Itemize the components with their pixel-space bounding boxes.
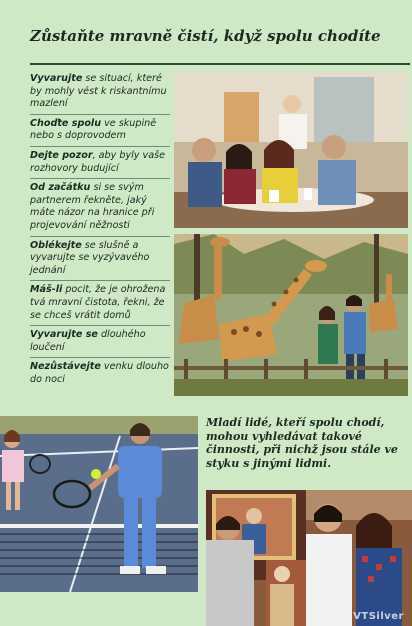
tip-bold: Vyvarujte se	[30, 329, 98, 341]
tip-text: venku dlouho do noci	[30, 361, 169, 385]
tip-text: se slušně a vyvarujte se vyzývavého jednání	[30, 239, 150, 276]
title-divider	[30, 63, 410, 65]
tip-item	[30, 70, 170, 115]
tip-bold: Dejte pozor	[30, 149, 93, 161]
tip-item	[30, 147, 170, 179]
tip-bold: Choďte spolu	[30, 117, 102, 129]
tip-item	[30, 115, 170, 147]
tip-text: pocit, že je ohrožena tvá mravní čistota, řekni, že se chceš vrátit domů	[30, 284, 166, 321]
tip-text: se situací, které by mohly vést k riskantnímu mazlení	[30, 73, 167, 110]
photo-caption: Mladí lidé, kteří spolu chodí, mohou vyhledávat takové činnosti, při nichž jsou stále ve styku s jinými lidmi.	[206, 416, 398, 470]
tip-bold: Od začátku	[30, 182, 91, 194]
page-title: Zůstaňte mravně čistí, když spolu chodíte	[30, 27, 381, 45]
tip-item	[30, 281, 170, 326]
photo-zoo-giraffes	[174, 234, 408, 396]
tip-bold: Vyvarujte	[30, 73, 83, 84]
tip-item	[30, 358, 170, 389]
photo-restaurant-group	[174, 72, 408, 228]
tips-list	[30, 70, 170, 389]
watermark: VTSilver	[353, 611, 404, 622]
tip-text: si se svým partnerem řekněte, jaký máte názor na hranice při projevování něžnosti	[30, 182, 155, 231]
tip-item	[30, 179, 170, 236]
photo-museum	[206, 490, 412, 626]
tip-bold: Nezůstávejte	[30, 361, 101, 373]
photo-tennis	[0, 416, 198, 592]
tip-item	[30, 237, 170, 282]
tip-item	[30, 326, 170, 358]
tip-bold: Máš-li	[30, 284, 63, 296]
tip-text: dlouhého loučení	[30, 329, 146, 353]
tip-text: ve skupině nebo s doprovodem	[30, 117, 157, 142]
tip-bold: Oblékejte	[30, 239, 82, 251]
tip-text: , aby byly vaše rozhovory budující	[30, 149, 165, 174]
